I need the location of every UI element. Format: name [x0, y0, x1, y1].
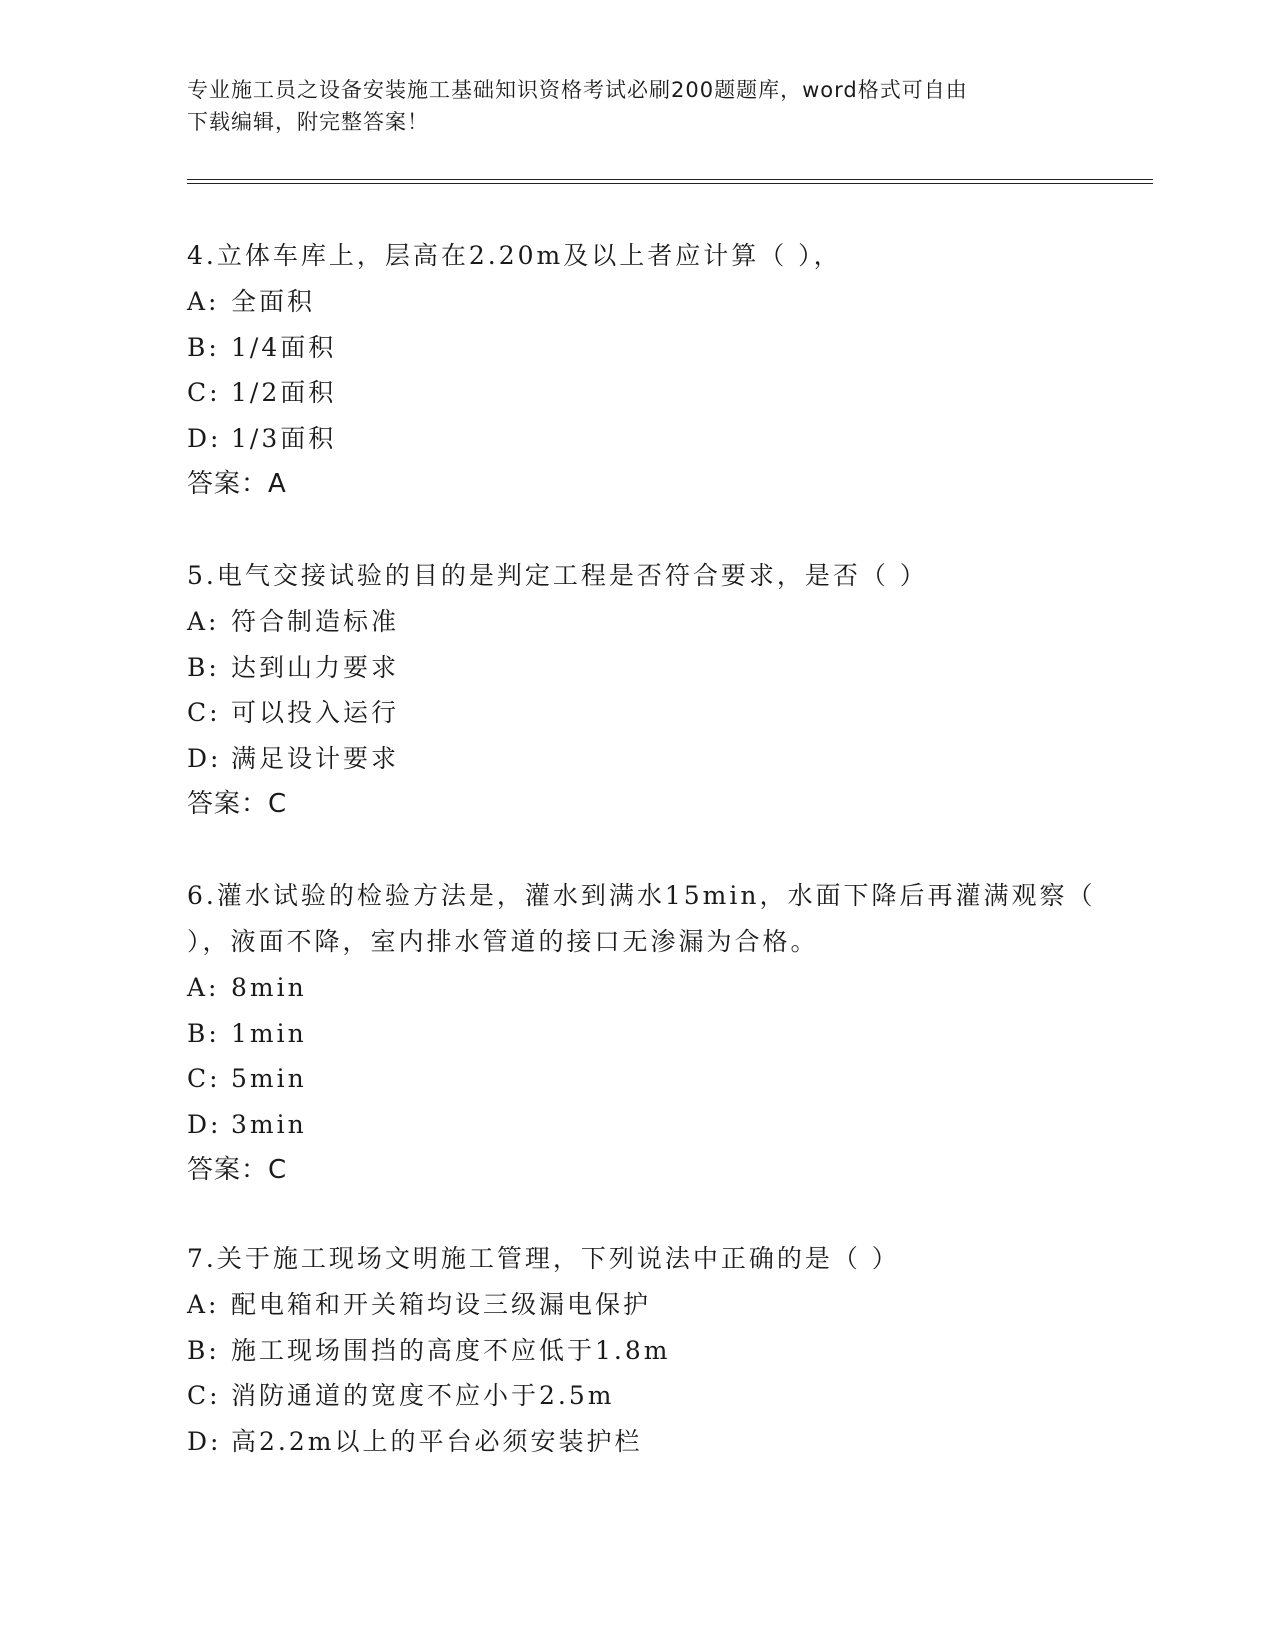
option-text: 8min — [231, 973, 307, 1002]
option-letter: A: — [187, 287, 220, 316]
option-letter: D: — [187, 743, 222, 773]
question-stem: 5.电气交接试验的目的是判定工程是否符合要求，是否（ ） — [187, 561, 928, 590]
option-text: 符合制造标准 — [231, 607, 400, 636]
option-d — [187, 736, 1117, 782]
option-letter: C: — [187, 378, 221, 407]
question-stem: 7.关于施工现场文明施工管理，下列说法中正确的是（ ） — [187, 1244, 900, 1273]
option-text: 1/2面积 — [231, 378, 337, 407]
option-text: 1/3面积 — [231, 423, 337, 453]
answer-line: 答案：A — [187, 469, 287, 499]
option-text: 施工现场围挡的高度不应低于1.8m — [231, 1335, 671, 1365]
option-letter: A: — [187, 973, 220, 1002]
header-line-2: 下载编辑，附完整答案！ — [187, 110, 429, 134]
option-d — [187, 416, 1117, 462]
option-text: 配电箱和开关箱均设三级漏电保护 — [231, 1290, 652, 1319]
option-letter: D: — [187, 423, 222, 453]
question-block — [187, 1236, 1117, 1464]
option-c — [187, 690, 1117, 736]
option-letter: B: — [187, 332, 220, 362]
question-stem: 6.灌水试验的检验方法是，灌水到满水15min，水面下降后再灌满观察（ ），液面不降，室内排水管道的接口无渗漏为合格。 — [187, 881, 1096, 956]
option-text: 达到山力要求 — [231, 652, 400, 682]
option-text: 消防通道的宽度不应小于2.5m — [231, 1381, 615, 1410]
question-block — [187, 553, 1117, 827]
option-a — [187, 965, 1117, 1011]
option-letter: C: — [187, 1381, 221, 1410]
option-text: 1min — [231, 1018, 307, 1048]
option-text: 高2.2m以上的平台必须安装护栏 — [231, 1426, 643, 1456]
option-d — [187, 1102, 1117, 1148]
option-letter: C: — [187, 698, 221, 727]
header-divider-bottom — [187, 183, 1153, 184]
option-letter: A: — [187, 1290, 220, 1319]
option-letter: B: — [187, 1018, 220, 1048]
option-text: 1/4面积 — [231, 332, 337, 362]
option-b — [187, 325, 1117, 371]
answer-line: 答案：C — [187, 1155, 288, 1185]
option-a — [187, 599, 1117, 645]
option-c — [187, 370, 1117, 416]
header-line-1: 专业施工员之设备安装施工基础知识资格考试必刷200题题库，word格式可自由 — [187, 78, 968, 102]
option-letter: D: — [187, 1426, 222, 1456]
option-a — [187, 279, 1117, 325]
option-letter: B: — [187, 1335, 220, 1365]
header-divider-top — [187, 179, 1153, 180]
option-letter: A: — [187, 607, 220, 636]
question-block — [187, 233, 1117, 507]
option-text: 5min — [231, 1064, 307, 1093]
question-block — [187, 873, 1117, 1193]
option-text: 满足设计要求 — [231, 743, 400, 773]
option-c — [187, 1373, 1117, 1419]
option-letter: B: — [187, 652, 220, 682]
question-stem: 4.立体车库上，层高在2.20m及以上者应计算（ ）， — [187, 241, 842, 270]
option-b — [187, 645, 1117, 691]
option-c — [187, 1056, 1117, 1102]
option-text: 3min — [231, 1109, 307, 1139]
option-text: 可以投入运行 — [231, 698, 400, 727]
option-b — [187, 1011, 1117, 1057]
option-letter: C: — [187, 1064, 221, 1093]
document-header — [187, 74, 1087, 138]
option-letter: D: — [187, 1109, 222, 1139]
option-text: 全面积 — [231, 287, 316, 316]
answer-line: 答案：C — [187, 789, 288, 819]
option-b — [187, 1328, 1117, 1374]
option-d — [187, 1419, 1117, 1465]
option-a — [187, 1282, 1117, 1328]
